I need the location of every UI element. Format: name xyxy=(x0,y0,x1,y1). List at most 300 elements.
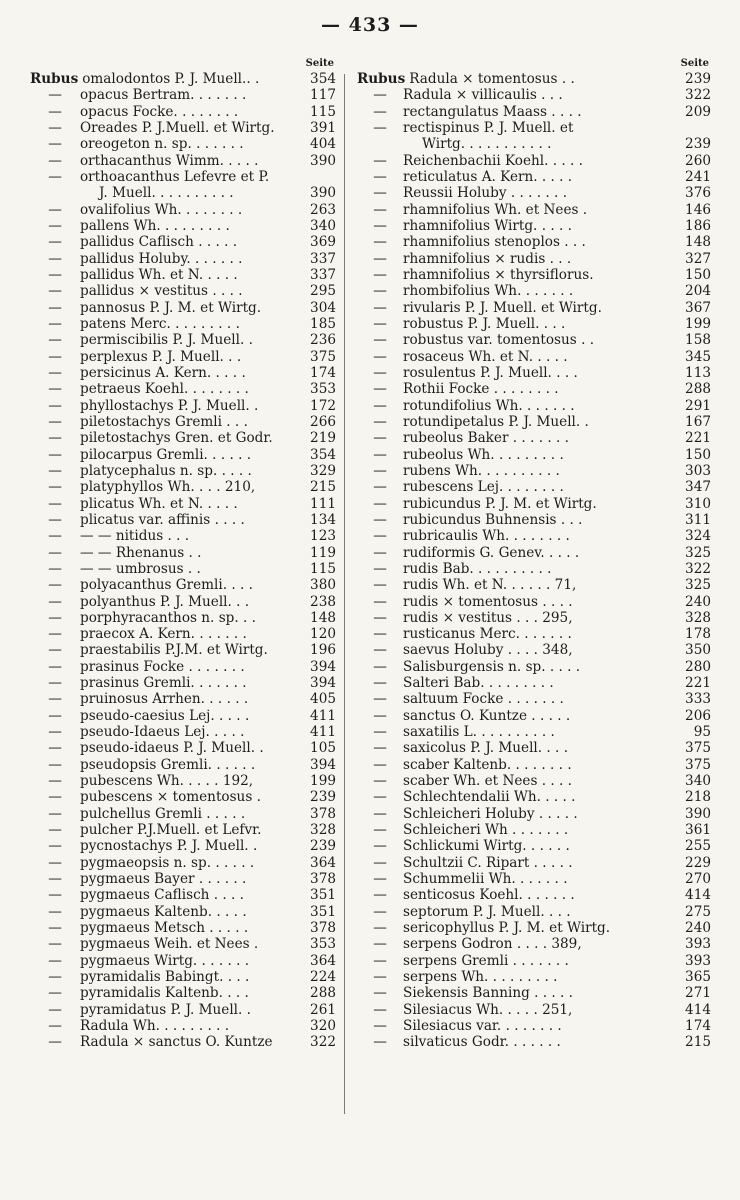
entry-name: saltuum Focke . . . . . . . xyxy=(403,691,564,708)
index-entry xyxy=(30,153,336,169)
entry-page: 288 xyxy=(685,381,711,398)
entry-dash: — xyxy=(48,822,62,839)
index-entry xyxy=(357,120,711,136)
index-entry xyxy=(357,545,711,561)
entry-name: Reussii Holuby . . . . . . . xyxy=(403,185,568,202)
entry-dash: — xyxy=(48,985,62,1002)
entry-page: 221 xyxy=(685,430,711,447)
index-entry xyxy=(357,577,711,593)
index-entry xyxy=(30,496,336,512)
entry-dash: — xyxy=(48,430,62,447)
index-entry xyxy=(30,953,336,969)
entry-page: 390 xyxy=(310,152,336,169)
entry-name: silvaticus Godr. . . . . . . xyxy=(403,1034,561,1051)
entry-name: Reichenbachii Koehl. . . . . xyxy=(403,152,583,169)
entry-page: 364 xyxy=(310,952,336,969)
entry-page: 280 xyxy=(685,658,711,675)
index-entry xyxy=(357,251,711,267)
entry-name: Silesiacus var. . . . . . . . xyxy=(403,1018,562,1035)
entry-page: 337 xyxy=(310,266,336,283)
entry-dash: — xyxy=(373,952,387,969)
entry-name: rhombifolius Wh. . . . . . . xyxy=(403,283,574,300)
entry-dash: — xyxy=(373,299,387,316)
index-entry xyxy=(30,267,336,283)
index-entry xyxy=(30,855,336,871)
entry-page: 404 xyxy=(310,136,336,153)
entry-dash: — xyxy=(48,136,62,153)
entry-name: scaber Wh. et Nees . . . . xyxy=(403,773,572,790)
entry-name: pygmaeus Wirtg. . . . . . . xyxy=(80,952,250,969)
entry-page: 347 xyxy=(685,479,711,496)
index-entry xyxy=(357,234,711,250)
entry-name: rubens Wh. . . . . . . . . . xyxy=(403,462,560,479)
entry-name: rudis × vestitus . . . 295, xyxy=(403,609,573,626)
entry-dash: — xyxy=(373,430,387,447)
index-entry xyxy=(30,251,336,267)
entry-name: rotundifolius Wh. . . . . . . xyxy=(403,397,575,414)
index-entry xyxy=(357,316,711,332)
entry-page: 215 xyxy=(310,479,336,496)
entry-page: 218 xyxy=(685,789,711,806)
index-entry xyxy=(357,430,711,446)
entry-name: rubicundus Buhnensis . . . xyxy=(403,511,583,528)
entry-dash: — xyxy=(373,838,387,855)
entry-name: pygmaeus Bayer . . . . . . xyxy=(80,871,247,888)
index-entry xyxy=(357,381,711,397)
entry-page: 350 xyxy=(685,642,711,659)
entry-name: orthacanthus Wimm. . . . . xyxy=(80,152,259,169)
entry-page: 351 xyxy=(310,903,336,920)
entry-dash: — xyxy=(373,381,387,398)
entry-name: pallens Wh. . . . . . . . . xyxy=(80,217,230,234)
entry-dash: — xyxy=(48,724,62,741)
entry-dash: — xyxy=(48,903,62,920)
index-entry xyxy=(30,202,336,218)
entry-dash: — xyxy=(373,234,387,251)
entry-dash: — xyxy=(48,250,62,267)
index-entry xyxy=(30,773,336,789)
entry-name: Radula × sanctus O. Kuntze xyxy=(80,1034,273,1051)
index-entry xyxy=(357,496,711,512)
entry-name: Radula × villicaulis . . . xyxy=(403,87,563,104)
entry-page: 320 xyxy=(310,1018,336,1035)
entry-page: 199 xyxy=(310,773,336,790)
entry-dash: — xyxy=(48,152,62,169)
entry-name: pyramidalis Babingt. . . . xyxy=(80,969,250,986)
entry-name: pulcher P.J.Muell. et Lefvr. xyxy=(80,822,262,839)
entry-name: rotundipetalus P. J. Muell. . xyxy=(403,413,589,430)
entry-dash: — xyxy=(373,152,387,169)
index-entry xyxy=(357,708,711,724)
entry-name: Salteri Bab. . . . . . . . . xyxy=(403,675,554,692)
entry-dash: — xyxy=(373,854,387,871)
entry-page: 393 xyxy=(685,936,711,953)
entry-name: porphyracanthos n. sp. . . xyxy=(80,609,256,626)
entry-page: 414 xyxy=(685,1001,711,1018)
entry-page: 337 xyxy=(310,250,336,267)
entry-page: 375 xyxy=(685,740,711,757)
entry-dash: — xyxy=(48,740,62,757)
index-entry xyxy=(357,626,711,642)
entry-name: pubescens × tomentosus . xyxy=(80,789,261,806)
entry-page: 390 xyxy=(310,185,336,202)
index-entry xyxy=(357,789,711,805)
index-entry xyxy=(30,626,336,642)
entry-page: 311 xyxy=(685,511,711,528)
index-entry xyxy=(357,447,711,463)
index-entry xyxy=(357,463,711,479)
entry-page: 376 xyxy=(685,185,711,202)
index-entry xyxy=(30,1018,336,1034)
entry-page: 221 xyxy=(685,675,711,692)
entry-dash: — xyxy=(373,707,387,724)
entry-dash: — xyxy=(373,887,387,904)
entry-page: 111 xyxy=(310,495,336,512)
entry-page: 185 xyxy=(310,315,336,332)
index-entry xyxy=(357,936,711,952)
entry-dash: — xyxy=(373,724,387,741)
entry-page: 239 xyxy=(685,136,711,153)
entry-name: pygmaeus Caflisch . . . . xyxy=(80,887,245,904)
index-entry xyxy=(30,740,336,756)
entry-dash: — xyxy=(373,756,387,773)
entry-page: 119 xyxy=(310,544,336,561)
index-entry xyxy=(30,463,336,479)
entry-dash: — xyxy=(373,773,387,790)
entry-page: 380 xyxy=(310,577,336,594)
entry-name: Schleicheri Wh . . . . . . . xyxy=(403,822,569,839)
entry-page: 393 xyxy=(685,952,711,969)
entry-dash: — xyxy=(48,332,62,349)
entry-page: 240 xyxy=(685,593,711,610)
entry-name: rudiformis G. Genev. . . . . xyxy=(403,544,580,561)
entry-page: 255 xyxy=(685,838,711,855)
index-entry xyxy=(30,414,336,430)
entry-dash: — xyxy=(48,315,62,332)
index-entry xyxy=(30,71,336,87)
entry-dash: — xyxy=(48,201,62,218)
entry-dash: — xyxy=(373,332,387,349)
entry-name: pycnostachys P. J. Muell. . xyxy=(80,838,258,855)
index-entry xyxy=(30,936,336,952)
index-entry xyxy=(30,87,336,103)
entry-dash: — xyxy=(373,201,387,218)
entry-name: Rothii Focke . . . . . . . . xyxy=(403,381,559,398)
index-entry xyxy=(357,87,711,103)
entry-name: pyramidatus P. J. Muell. . xyxy=(80,1001,251,1018)
entry-name: opacus Focke. . . . . . . . xyxy=(80,103,239,120)
entry-dash: — xyxy=(48,756,62,773)
entry-name: praecox A. Kern. . . . . . . xyxy=(80,626,247,643)
entry-name: robustus var. tomentosus . . xyxy=(403,332,595,349)
entry-name: Schummelii Wh. . . . . . . xyxy=(403,871,568,888)
entry-name: — — umbrosus . . xyxy=(80,560,201,577)
entry-name: pannosus P. J. M. et Wirtg. xyxy=(80,299,262,316)
entry-dash: — xyxy=(48,593,62,610)
entry-name: polyanthus P. J. Muell. . . xyxy=(80,593,250,610)
entry-name: sericophyllus P. J. M. et Wirtg. xyxy=(403,920,611,937)
entry-name: polyacanthus Gremli. . . . xyxy=(80,577,253,594)
entry-page: 238 xyxy=(310,593,336,610)
entry-name: pubescens Wh. . . . . 192, xyxy=(80,773,254,790)
entry-page: 325 xyxy=(685,544,711,561)
entry-page: 329 xyxy=(310,462,336,479)
entry-dash: — xyxy=(373,217,387,234)
index-entry xyxy=(357,985,711,1001)
entry-page: 224 xyxy=(310,969,336,986)
index-entry xyxy=(30,479,336,495)
index-entry xyxy=(357,561,711,577)
index-entry xyxy=(30,708,336,724)
entry-page: 239 xyxy=(685,71,711,87)
entry-name: rhamnifolius × rudis . . . xyxy=(403,250,572,267)
entry-name: Schleicheri Holuby . . . . . xyxy=(403,805,578,822)
entry-page: 369 xyxy=(310,234,336,251)
index-entry xyxy=(30,887,336,903)
entry-page: 394 xyxy=(310,675,336,692)
entry-dash: — xyxy=(48,87,62,104)
index-entry xyxy=(357,642,711,658)
index-entry xyxy=(30,871,336,887)
entry-dash: — xyxy=(373,315,387,332)
entry-dash: — xyxy=(48,920,62,937)
entry-dash: — xyxy=(48,871,62,888)
entry-dash: — xyxy=(48,364,62,381)
entry-name: piletostachys Gren. et Godr. xyxy=(80,430,273,447)
entry-page: 324 xyxy=(685,528,711,545)
index-entry xyxy=(357,153,711,169)
entry-dash: — xyxy=(373,119,387,136)
entry-name: saxatilis L. . . . . . . . . . xyxy=(403,724,555,741)
index-entry xyxy=(30,104,336,120)
entry-page: 134 xyxy=(310,511,336,528)
entry-name: rudis × tomentosus . . . . xyxy=(403,593,573,610)
entry-name: pruinosus Arrhen. . . . . . xyxy=(80,691,249,708)
index-entry xyxy=(357,675,711,691)
entry-page: 325 xyxy=(685,577,711,594)
entry-name: platycephalus n. sp. . . . . xyxy=(80,462,252,479)
entry-name: pseudo-idaeus P. J. Muell. . xyxy=(80,740,264,757)
entry-name: scaber Kaltenb. . . . . . . . xyxy=(403,756,572,773)
entry-page: 261 xyxy=(310,1001,336,1018)
entry-name: plicatus Wh. et N. . . . . xyxy=(80,495,238,512)
entry-page: 353 xyxy=(310,381,336,398)
entry-name: rectangulatus Maass . . . . xyxy=(403,103,582,120)
entry-dash: — xyxy=(48,707,62,724)
entry-dash: — xyxy=(48,952,62,969)
entry-page: 367 xyxy=(685,299,711,316)
entry-name: pallidus × vestitus . . . . xyxy=(80,283,243,300)
entry-page: 219 xyxy=(310,430,336,447)
entry-page: 113 xyxy=(685,364,711,381)
entry-dash: — xyxy=(48,675,62,692)
entry-page: 353 xyxy=(310,936,336,953)
entry-name: senticosus Koehl. . . . . . . xyxy=(403,887,575,904)
index-entry xyxy=(30,822,336,838)
entry-name: ovalifolius Wh. . . . . . . . xyxy=(80,201,243,218)
entry-name: Radula × tomentosus . . xyxy=(409,71,575,87)
index-entry xyxy=(357,855,711,871)
entry-page: 345 xyxy=(685,348,711,365)
entry-dash: — xyxy=(373,675,387,692)
entry-name: pyramidalis Kaltenb. . . . xyxy=(80,985,249,1002)
entry-name: pygmaeopsis n. sp. . . . . . xyxy=(80,854,255,871)
index-entry xyxy=(30,447,336,463)
entry-name: rudis Wh. et N. . . . . . 71, xyxy=(403,577,577,594)
entry-page: 340 xyxy=(310,217,336,234)
right-page-header: Seite xyxy=(680,58,709,69)
entry-page: 95 xyxy=(693,724,711,741)
left-page-header: Seite xyxy=(305,58,334,69)
entry-name: pygmaeus Kaltenb. . . . . xyxy=(80,903,247,920)
entry-dash: — xyxy=(48,969,62,986)
entry-name: Salisburgensis n. sp. . . . . xyxy=(403,658,581,675)
entry-dash: — xyxy=(373,446,387,463)
entry-name: rudis Bab. . . . . . . . . . xyxy=(403,560,552,577)
entry-name: pygmaeus Metsch . . . . . xyxy=(80,920,249,937)
entry-name: Schlickumi Wirtg. . . . . . xyxy=(403,838,570,855)
entry-dash: — xyxy=(373,560,387,577)
entry-dash: — xyxy=(48,168,62,185)
entry-dash: — xyxy=(48,119,62,136)
entry-name: rubescens Lej. . . . . . . . xyxy=(403,479,564,496)
entry-page: 241 xyxy=(685,168,711,185)
entry-name: saevus Holuby . . . . 348, xyxy=(403,642,573,659)
index-entry xyxy=(30,365,336,381)
entry-name: — — Rhenanus . . xyxy=(80,544,202,561)
entry-name: Wirtg. . . . . . . . . . . xyxy=(422,136,552,153)
index-entry xyxy=(30,642,336,658)
entry-dash: — xyxy=(373,544,387,561)
entry-name: rhamnifolius × thyrsiflorus. xyxy=(403,266,594,283)
entry-name: — — nitidus . . . xyxy=(80,528,190,545)
entry-page: 414 xyxy=(685,887,711,904)
entry-page: 206 xyxy=(685,707,711,724)
entry-name: rosaceus Wh. et N. . . . . xyxy=(403,348,568,365)
entry-page: 150 xyxy=(685,266,711,283)
entry-page: 275 xyxy=(685,903,711,920)
entry-name: phyllostachys P. J. Muell. . xyxy=(80,397,259,414)
index-entry xyxy=(30,234,336,250)
index-entry xyxy=(357,838,711,854)
entry-dash: — xyxy=(48,773,62,790)
entry-dash: — xyxy=(373,936,387,953)
entry-dash: — xyxy=(48,283,62,300)
entry-dash: — xyxy=(48,838,62,855)
entry-dash: — xyxy=(373,266,387,283)
entry-dash: — xyxy=(48,560,62,577)
entry-dash: — xyxy=(48,1018,62,1035)
index-entry xyxy=(30,985,336,1001)
entry-page: 361 xyxy=(685,822,711,839)
left-entries xyxy=(30,71,336,1051)
index-entry xyxy=(30,920,336,936)
entry-dash: — xyxy=(48,691,62,708)
entry-page: 333 xyxy=(685,691,711,708)
index-entry xyxy=(357,871,711,887)
entry-dash: — xyxy=(373,528,387,545)
entry-dash: — xyxy=(48,495,62,512)
entry-page: 178 xyxy=(685,626,711,643)
entry-name: pulchellus Gremli . . . . . xyxy=(80,805,246,822)
right-entries xyxy=(357,71,711,1051)
index-entry xyxy=(357,920,711,936)
index-entry xyxy=(357,822,711,838)
entry-name: saxicolus P. J. Muell. . . . xyxy=(403,740,569,757)
entry-dash: — xyxy=(48,642,62,659)
entry-name: prasinus Gremli. . . . . . . xyxy=(80,675,247,692)
index-entry xyxy=(357,169,711,185)
index-entry xyxy=(30,757,336,773)
entry-dash: — xyxy=(373,969,387,986)
entry-dash: — xyxy=(373,103,387,120)
index-entry xyxy=(357,610,711,626)
entry-page: 239 xyxy=(310,789,336,806)
index-entry xyxy=(30,218,336,234)
entry-page: 186 xyxy=(685,217,711,234)
entry-page: 117 xyxy=(310,87,336,104)
entry-page: 394 xyxy=(310,756,336,773)
entry-name: Radula Wh. . . . . . . . . xyxy=(80,1018,230,1035)
entry-dash: — xyxy=(373,413,387,430)
entry-dash: — xyxy=(373,495,387,512)
entry-dash: — xyxy=(373,1001,387,1018)
index-entry xyxy=(357,332,711,348)
entry-name: rubicundus P. J. M. et Wirtg. xyxy=(403,495,597,512)
entry-page: 291 xyxy=(685,397,711,414)
index-entry xyxy=(357,953,711,969)
index-entry xyxy=(357,740,711,756)
entry-dash: — xyxy=(48,479,62,496)
index-entry xyxy=(30,398,336,414)
index-entry xyxy=(357,773,711,789)
entry-page: 148 xyxy=(685,234,711,251)
entry-name: septorum P. J. Muell. . . . xyxy=(403,903,571,920)
entry-name: robustus P. J. Muell. . . . xyxy=(403,315,566,332)
entry-dash: — xyxy=(373,185,387,202)
right-column xyxy=(357,58,711,1051)
entry-page: 123 xyxy=(310,528,336,545)
entry-dash: — xyxy=(373,609,387,626)
page-number: — 433 — xyxy=(321,14,419,36)
entry-dash: — xyxy=(373,87,387,104)
entry-page: 378 xyxy=(310,920,336,937)
entry-page: 271 xyxy=(685,985,711,1002)
entry-name: rhamnifolius Wh. et Nees . xyxy=(403,201,588,218)
index-entry xyxy=(30,349,336,365)
entry-page: 172 xyxy=(310,397,336,414)
entry-dash: — xyxy=(48,577,62,594)
entry-dash: — xyxy=(373,740,387,757)
entry-name: rubeolus Wh. . . . . . . . . xyxy=(403,446,564,463)
entry-dash: — xyxy=(48,626,62,643)
entry-name: pallidus Wh. et N. . . . . xyxy=(80,266,238,283)
entry-page: 394 xyxy=(310,658,336,675)
entry-dash: — xyxy=(373,805,387,822)
entry-page: 288 xyxy=(310,985,336,1002)
entry-dash: — xyxy=(48,234,62,251)
index-entry xyxy=(357,512,711,528)
index-entry xyxy=(357,724,711,740)
entry-dash: — xyxy=(48,528,62,545)
entry-name: rivularis P. J. Muell. et Wirtg. xyxy=(403,299,602,316)
entry-page: 266 xyxy=(310,413,336,430)
entry-dash: — xyxy=(373,658,387,675)
entry-dash: — xyxy=(48,887,62,904)
entry-page: 167 xyxy=(685,413,711,430)
entry-dash: — xyxy=(48,446,62,463)
entry-dash: — xyxy=(48,381,62,398)
